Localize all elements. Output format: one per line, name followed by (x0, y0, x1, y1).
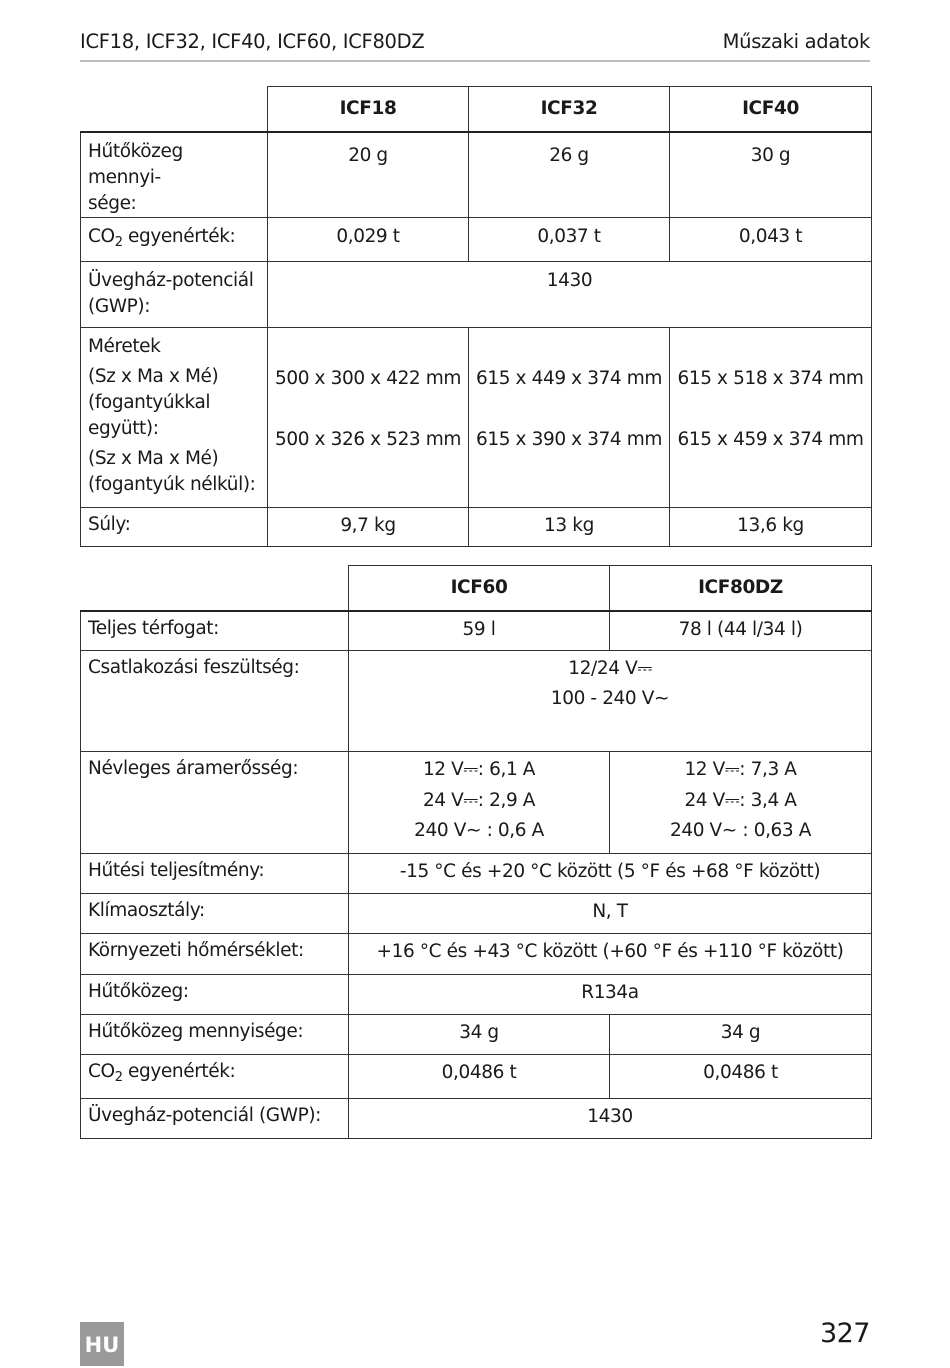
cell-value: 500 x 300 x 422 mm 500 x 326 x 523 mm (268, 327, 469, 507)
cell-value: 615 x 449 x 374 mm 615 x 390 x 374 mm (469, 327, 670, 507)
table-row (81, 1099, 872, 1139)
header-corner (81, 566, 349, 611)
table-row (81, 132, 872, 218)
cell-value: 13,6 kg (670, 507, 872, 546)
table-row (81, 611, 872, 651)
spec-table-icf18-icf40 (80, 86, 872, 547)
row-label: Környezeti hőmérséklet: (81, 934, 349, 975)
cell-value: 0,043 t (670, 217, 872, 261)
table-row (81, 752, 872, 854)
table-row (81, 894, 872, 934)
column-header: ICF32 (469, 87, 670, 132)
dimensions-without-handles-label: (Sz x Ma x Mé) (fogantyúk nélkül): (88, 447, 256, 495)
table-row (81, 507, 872, 546)
column-header: ICF40 (670, 87, 872, 132)
cell-value: 34 g (610, 1015, 872, 1055)
row-label: $CO_2$ egyenérték: (81, 217, 268, 261)
cell-value: +16 °C és +43 °C között (+60 °F és +110 °F között) (349, 934, 872, 975)
row-label: Csatlakozási feszültség: (81, 651, 349, 752)
row-label: Üvegház-potenciál (GWP): (81, 1099, 349, 1139)
language-badge: HU (80, 1322, 124, 1366)
cell-value: 34 g (349, 1015, 610, 1055)
cell-value: 9,7 kg (268, 507, 469, 546)
row-label: Hűtőközeg: (81, 975, 349, 1015)
table-header-row (81, 566, 872, 611)
row-label: Klímaosztály: (81, 894, 349, 934)
cell-value: 20 g (268, 132, 469, 218)
header-models: ICF18, ICF32, ICF40, ICF60, ICF80DZ (80, 30, 425, 53)
cell-value: 0,0486 t (349, 1055, 610, 1099)
voltage-ac: 100 - 240 V∼ (550, 688, 670, 709)
cell-value: N, T (349, 894, 872, 934)
table-row (81, 1055, 872, 1099)
table-row (81, 934, 872, 975)
cell-value: 59 l (349, 611, 610, 651)
cell-value: 0,0486 t (610, 1055, 872, 1099)
column-header: ICF80DZ (610, 566, 872, 611)
cell-value: 1430 (268, 261, 872, 327)
cell-value: -15 °C és +20 °C között (5 °F és +68 °F között) (349, 854, 872, 894)
row-label: Hűtési teljesítmény: (81, 854, 349, 894)
header-section-title: Műszaki adatok (722, 30, 870, 53)
page-number: 327 (819, 1318, 870, 1349)
cell-value: 13 kg (469, 507, 670, 546)
column-header: ICF60 (349, 566, 610, 611)
voltage-dc: 12/24 V⎓ (568, 658, 652, 679)
cell-value: 30 g (670, 132, 872, 218)
row-label: Hűtőközeg mennyisége: (81, 1015, 349, 1055)
cell-value: 1430 (349, 1099, 872, 1139)
spec-table-icf60-icf80dz (80, 565, 872, 1139)
column-header: ICF18 (268, 87, 469, 132)
table-row (81, 217, 872, 261)
row-label: Súly: (81, 507, 268, 546)
table-row (81, 854, 872, 894)
dimensions-with-handles-label: (Sz x Ma x Mé) (fogantyúkkal együtt): (88, 365, 219, 439)
row-label: $CO_2$ egyenérték: (81, 1055, 349, 1099)
dimensions-title: Méretek (88, 335, 161, 357)
cell-value: 12 V⎓: 6,1 A 24 V⎓: 2,9 A 240 V∼ : 0,6 A (349, 752, 610, 854)
table-row (81, 975, 872, 1015)
header-corner (81, 87, 268, 132)
page-header (80, 28, 870, 62)
row-label: Névleges áramerősség: (81, 752, 349, 854)
table-header-row (81, 87, 872, 132)
table-row-dimensions (81, 327, 872, 507)
row-label: Hűtőközeg mennyi- sége: (81, 132, 268, 218)
table-row (81, 651, 872, 752)
row-label: Üvegház-potenciál (GWP): (81, 261, 268, 327)
cell-value: 0,029 t (268, 217, 469, 261)
cell-value: 26 g (469, 132, 670, 218)
cell-value: 12 V⎓: 7,3 A 24 V⎓: 3,4 A 240 V∼ : 0,63 A (610, 752, 872, 854)
row-label: Teljes térfogat: (81, 611, 349, 651)
row-label (81, 327, 268, 507)
cell-value: 78 l (44 l/34 l) (610, 611, 872, 651)
cell-value: 0,037 t (469, 217, 670, 261)
table-row (81, 1015, 872, 1055)
cell-value: R134a (349, 975, 872, 1015)
cell-value (349, 651, 872, 752)
table-row (81, 261, 872, 327)
cell-value: 615 x 518 x 374 mm 615 x 459 x 374 mm (670, 327, 872, 507)
